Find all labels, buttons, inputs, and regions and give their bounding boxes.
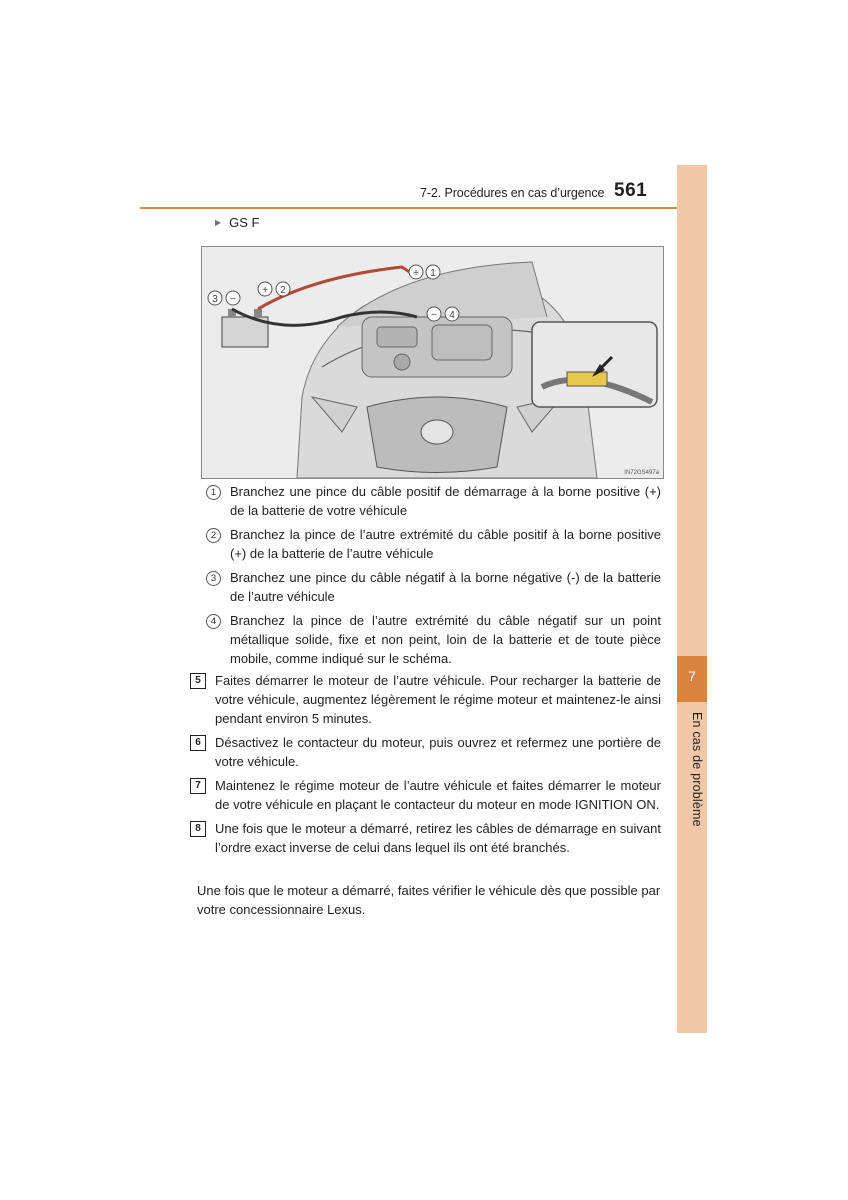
sub-step [206, 525, 661, 563]
sub-step-list [206, 482, 661, 673]
callout-plus-2-sign: + [262, 285, 268, 296]
main-step-text: Faites démarrer le moteur de l’autre véhicule. Pour recharger la batterie de votre véhicule, augmentez légèrement le régime moteur et maintenez-le ainsi pendant environ 5 minutes. [215, 673, 661, 726]
chapter-label: En cas de problème [690, 712, 704, 827]
callout-plus-1-number: 1 [430, 268, 436, 279]
main-step [190, 671, 661, 728]
sub-step-text: Branchez la pince de l’autre extrémité du câble positif à la borne positive (+) de la batterie de l’autre véhicule [230, 527, 661, 561]
chapter-number: 7 [677, 656, 707, 702]
callout-minus-3-sign: − [230, 294, 236, 305]
sub-step [206, 482, 661, 520]
chapter-side-tab [677, 165, 707, 1033]
sub-step [206, 568, 661, 606]
figure-code: IN72GS497a [624, 470, 659, 476]
step-number-box: 8 [190, 821, 206, 837]
main-step-text: Désactivez le contacteur du moteur, puis ouvrez et refermez une portière de votre véhicule. [215, 735, 661, 769]
callout-plus-1-sign: + [413, 268, 419, 279]
engine-bay-drawing [202, 247, 663, 478]
main-step [190, 733, 661, 771]
step-number-circle: 3 [206, 571, 221, 586]
sub-step-text: Branchez une pince du câble négatif à la borne négative (-) de la batterie de l’autre véhicule [230, 570, 661, 604]
callout-plus-2-number: 2 [280, 285, 286, 296]
sub-step-text: Branchez une pince du câble positif de démarrage à la borne positive (+) de la batterie de votre véhicule [230, 484, 661, 518]
jump-start-illustration [201, 246, 664, 479]
closing-note: Une fois que le moteur a démarré, faites vérifier le véhicule dès que possible par votre concessionnaire Lexus. [197, 883, 661, 917]
step-number-box: 6 [190, 735, 206, 751]
main-step-list [190, 671, 661, 862]
step-number-circle: 1 [206, 485, 221, 500]
model-variant-label: GS F [229, 215, 260, 230]
callout-minus-4-sign: − [431, 310, 437, 321]
callout-minus-4-number: 4 [449, 310, 455, 321]
step-number-box: 5 [190, 673, 206, 689]
page-number: 561 [614, 180, 648, 201]
model-variant [215, 215, 260, 230]
header-divider [140, 207, 707, 209]
main-step-text: Maintenez le régime moteur de l’autre véhicule et faites démarrer le moteur de votre véhicule en plaçant le contacteur du moteur en mode IGNITION ON. [215, 778, 661, 812]
step-number-circle: 4 [206, 614, 221, 629]
main-step [190, 819, 661, 857]
triangle-bullet-icon: ▶ [215, 218, 222, 227]
step-number-circle: 2 [206, 528, 221, 543]
section-title: 7-2. Procédures en cas d’urgence [420, 186, 605, 200]
sub-step [206, 611, 661, 668]
callout-minus-3-number: 3 [212, 294, 218, 305]
main-step-text: Une fois que le moteur a démarré, retirez les câbles de démarrage en suivant l’ordre exact inverse de celui dans lequel ils ont été branchés. [215, 821, 661, 855]
main-step [190, 776, 661, 814]
sub-step-text: Branchez la pince de l’autre extrémité du câble négatif sur un point métallique solide, fixe et non peint, loin de la batterie et de toute pièce mobile, comme indiqué sur le schéma. [230, 613, 661, 666]
step-number-box: 7 [190, 778, 206, 794]
